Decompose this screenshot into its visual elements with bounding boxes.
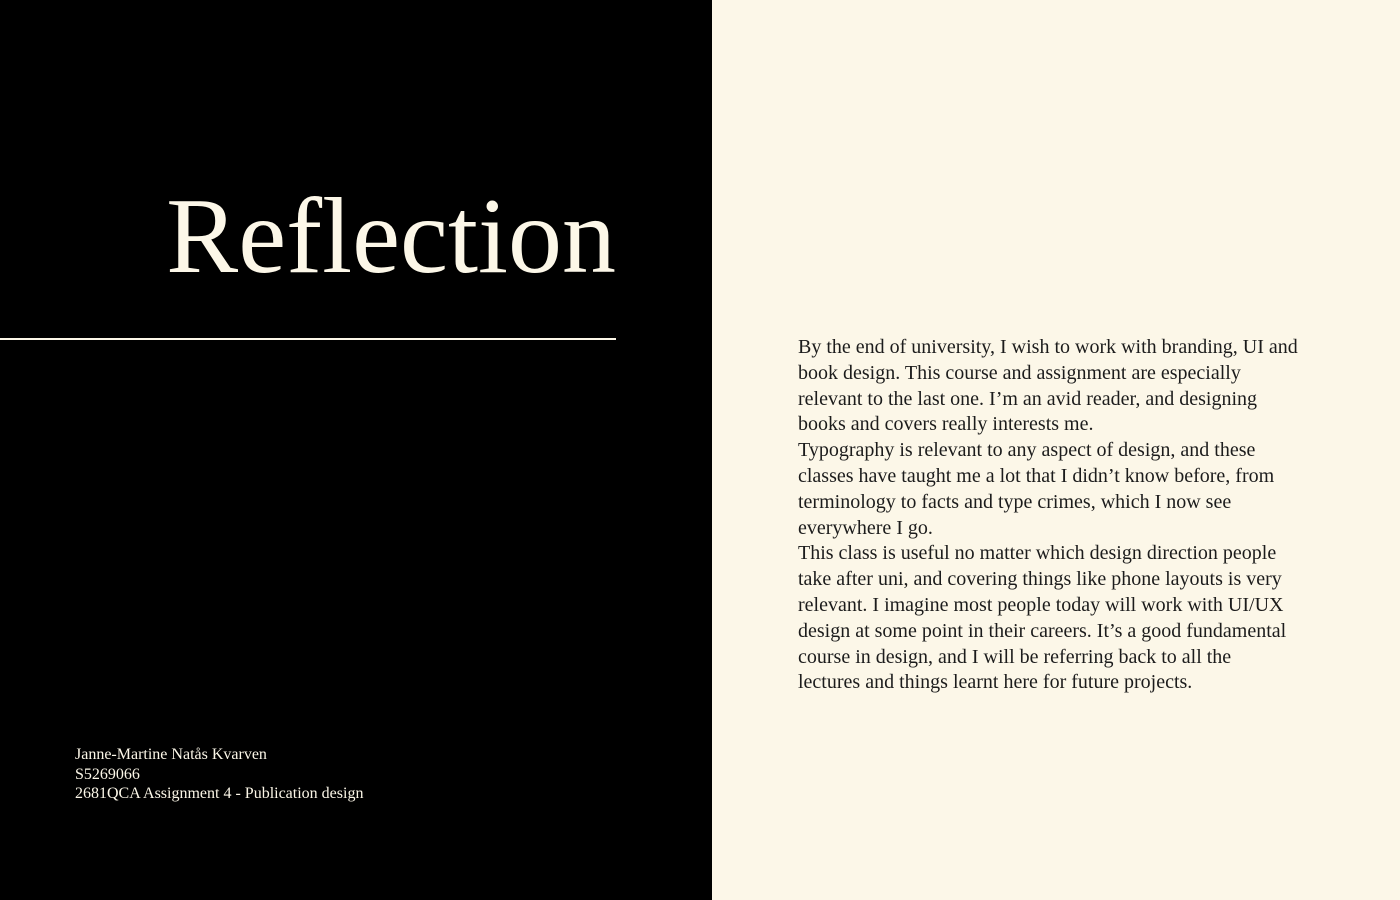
page-title: Reflection — [166, 177, 616, 296]
author-name: Janne-Martine Natås Kvarven — [75, 746, 267, 763]
credits-block — [75, 745, 363, 804]
paragraph: By the end of university, I wish to work with branding, UI and book design. This course and assignment are especially relevant to the last one. I’m an avid reader, and designing books and covers really interests me. — [798, 336, 1298, 436]
title-divider-rule — [0, 338, 616, 340]
right-page — [712, 0, 1400, 900]
student-id: S5269066 — [75, 765, 140, 783]
paragraph: Typography is relevant to any aspect of design, and these classes have taught me a lot that I didn’t know before, from terminology to facts and type crimes, which I now see everywhere I go. — [798, 439, 1275, 539]
paragraph: This class is useful no matter which design direction people take after uni, and covering things like phone layouts is very relevant. I imagine most people today will work with UI/UX design at some point in their careers. It’s a good fundamental course in design, and I will be referring back to all the lectures and things learnt here for future projects. — [798, 542, 1287, 694]
reflection-body-text — [798, 335, 1298, 696]
course-name: 2681QCA Assignment 4 - Publication design — [75, 785, 364, 802]
